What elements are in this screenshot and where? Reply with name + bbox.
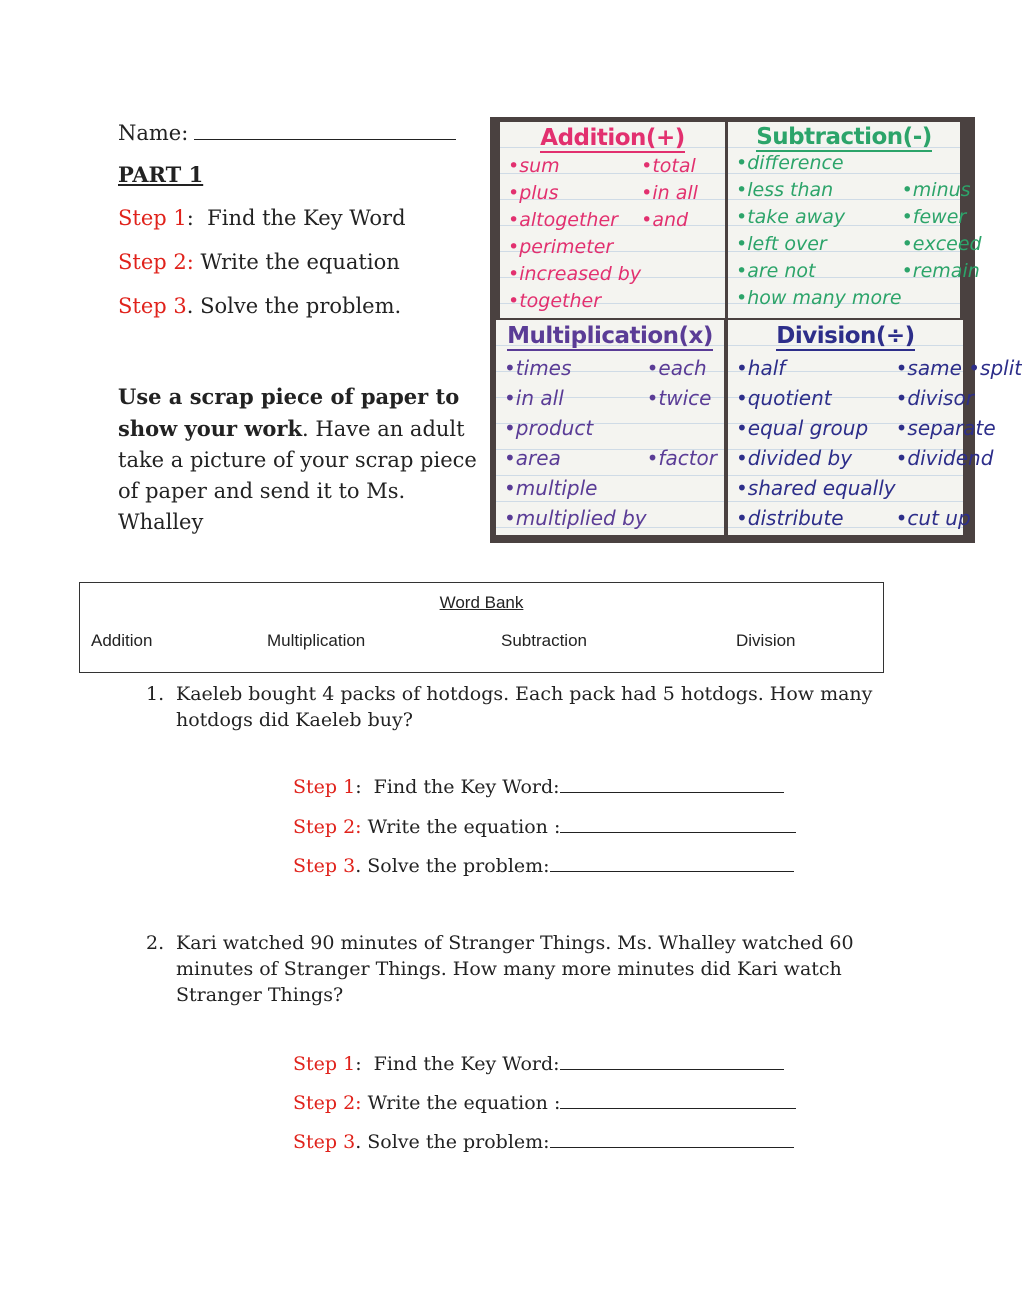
q2-step-3[interactable] xyxy=(293,1131,794,1152)
key-words-anchor-chart-photo xyxy=(490,117,1022,543)
step-sep: : xyxy=(355,776,362,798)
key-word: •in all xyxy=(504,386,564,410)
key-word: •twice xyxy=(646,386,712,410)
subtraction-title: Subtraction(-) xyxy=(756,124,932,150)
key-word: •sum xyxy=(508,155,560,177)
name-label: Name: xyxy=(118,121,189,145)
step-sep: : xyxy=(355,1053,362,1075)
word-bank-title: Word Bank xyxy=(439,593,524,612)
division-poster xyxy=(728,320,1022,535)
step-text: Find the Key Word: xyxy=(361,1053,560,1075)
instruction-step-1 xyxy=(118,208,406,229)
key-word: •take away xyxy=(736,206,846,228)
key-word: •altogether xyxy=(508,209,618,231)
key-word xyxy=(902,285,982,312)
subtraction-poster xyxy=(728,122,982,318)
step-label: Step 1 xyxy=(118,206,187,230)
key-word: •minus xyxy=(901,179,971,201)
key-word: •factor xyxy=(646,446,717,470)
word-bank xyxy=(79,582,884,673)
instructions-bold: Use a scrap piece of paper to show your work xyxy=(118,384,460,441)
step-text: Write the equation : xyxy=(361,816,561,838)
part-title: PART 1 xyxy=(118,162,204,187)
division-title: Division(÷) xyxy=(776,323,915,349)
step-label: Step 3 xyxy=(293,855,356,877)
q2-step-2[interactable] xyxy=(293,1092,796,1113)
q1-step-1[interactable] xyxy=(293,776,784,797)
key-word xyxy=(896,473,1022,503)
instruction-step-2 xyxy=(118,252,400,273)
division-words xyxy=(736,353,1022,533)
key-word xyxy=(902,150,982,177)
q1-step-3[interactable] xyxy=(293,855,794,876)
multiplication-words xyxy=(504,353,720,533)
key-word: •exceed xyxy=(901,233,982,255)
key-word: •less than xyxy=(736,179,834,201)
subtraction-words xyxy=(736,150,982,312)
multiplication-poster xyxy=(496,320,724,535)
key-word: •perimeter xyxy=(508,236,614,258)
key-word: •times xyxy=(504,356,572,380)
key-word xyxy=(641,288,721,315)
answer-blank[interactable] xyxy=(560,776,784,793)
word-bank-word: Multiplication xyxy=(267,631,366,650)
work-instructions xyxy=(118,381,483,538)
question-1-number: 1. xyxy=(146,683,165,705)
key-word: •increased by xyxy=(508,263,642,285)
instruction-step-3 xyxy=(118,296,401,317)
key-word: •how many more xyxy=(736,287,902,309)
q2-step-1[interactable] xyxy=(293,1053,784,1074)
answer-blank[interactable] xyxy=(550,1131,794,1148)
name-blank-line[interactable] xyxy=(194,119,456,140)
step-label: Step 2: xyxy=(293,816,362,838)
key-word: •multiplied by xyxy=(504,506,647,530)
step-text: Write the equation : xyxy=(361,1092,561,1114)
question-1-text: Kaeleb bought 4 packs of hotdogs. Each pack had 5 hotdogs. How many hotdogs did Kaeleb buy? xyxy=(176,683,873,731)
key-word: •multiple xyxy=(504,476,598,500)
key-word: •half xyxy=(736,356,786,380)
key-word xyxy=(641,261,721,288)
word-bank-word: Subtraction xyxy=(501,631,587,650)
question-2-text: Kari watched 90 minutes of Stranger Things. Ms. Whalley watched 60 minutes of Stranger Things. How many more minutes did Kari watch Stranger Things? xyxy=(176,932,854,1006)
key-word: •total xyxy=(641,155,696,177)
key-word: •and xyxy=(641,209,689,231)
addition-title: Addition(+) xyxy=(540,125,685,151)
key-word: •remain xyxy=(901,260,980,282)
step-text: Find the Key Word: xyxy=(361,776,560,798)
step-label: Step 1 xyxy=(293,776,356,798)
multiplication-title: Multiplication(x) xyxy=(507,323,713,349)
key-word: •cut up xyxy=(895,506,971,530)
key-word: •dividend xyxy=(895,446,994,470)
addition-words xyxy=(508,153,721,315)
answer-blank[interactable] xyxy=(560,1092,796,1109)
question-2-number: 2. xyxy=(146,932,165,954)
key-word: •area xyxy=(504,446,561,470)
key-word: •together xyxy=(508,290,602,312)
answer-blank[interactable] xyxy=(560,1053,784,1070)
key-word: •left over xyxy=(736,233,827,255)
key-word: •divisor xyxy=(895,386,974,410)
key-word: •same •split xyxy=(895,356,1022,380)
addition-poster xyxy=(500,122,725,318)
key-word xyxy=(647,413,720,443)
key-word: •product xyxy=(504,416,594,440)
answer-blank[interactable] xyxy=(550,855,794,872)
step-text: Find the Key Word xyxy=(193,206,406,230)
key-word: •difference xyxy=(736,152,844,174)
step-text: Write the equation xyxy=(193,250,400,274)
key-word xyxy=(641,234,721,261)
word-bank-word: Division xyxy=(736,631,796,650)
step-sep: . xyxy=(186,294,194,318)
step-sep: . xyxy=(355,1131,362,1153)
step-sep: : xyxy=(186,206,194,230)
step-text: Solve the problem: xyxy=(361,855,550,877)
key-word xyxy=(647,503,720,533)
name-field[interactable] xyxy=(118,119,456,144)
step-label: Step 3 xyxy=(118,294,187,318)
key-word: •separate xyxy=(895,416,996,440)
step-label: Step 2: xyxy=(293,1092,362,1114)
key-word: •divided by xyxy=(736,446,853,470)
key-word: •plus xyxy=(508,182,559,204)
key-word: •in all xyxy=(641,182,698,204)
step-text: Solve the problem. xyxy=(193,294,402,318)
key-word: •are not xyxy=(736,260,816,282)
instructions-rest: . Have an adult take a picture of your scrap piece of paper and send it to Ms. Whalley xyxy=(118,417,477,534)
step-label: Step 1 xyxy=(293,1053,356,1075)
key-word: •distribute xyxy=(736,506,844,530)
answer-blank[interactable] xyxy=(560,816,796,833)
q1-step-2[interactable] xyxy=(293,816,796,837)
key-word: •shared equally xyxy=(736,476,896,500)
key-word: •fewer xyxy=(901,206,967,228)
step-label: Step 2: xyxy=(118,250,194,274)
key-word: •equal group xyxy=(736,416,869,440)
step-sep: . xyxy=(355,855,362,877)
word-bank-word: Addition xyxy=(91,631,153,650)
key-word: •each xyxy=(646,356,707,380)
key-word xyxy=(647,473,720,503)
step-text: Solve the problem: xyxy=(361,1131,550,1153)
step-label: Step 3 xyxy=(293,1131,356,1153)
key-word: •quotient xyxy=(736,386,832,410)
